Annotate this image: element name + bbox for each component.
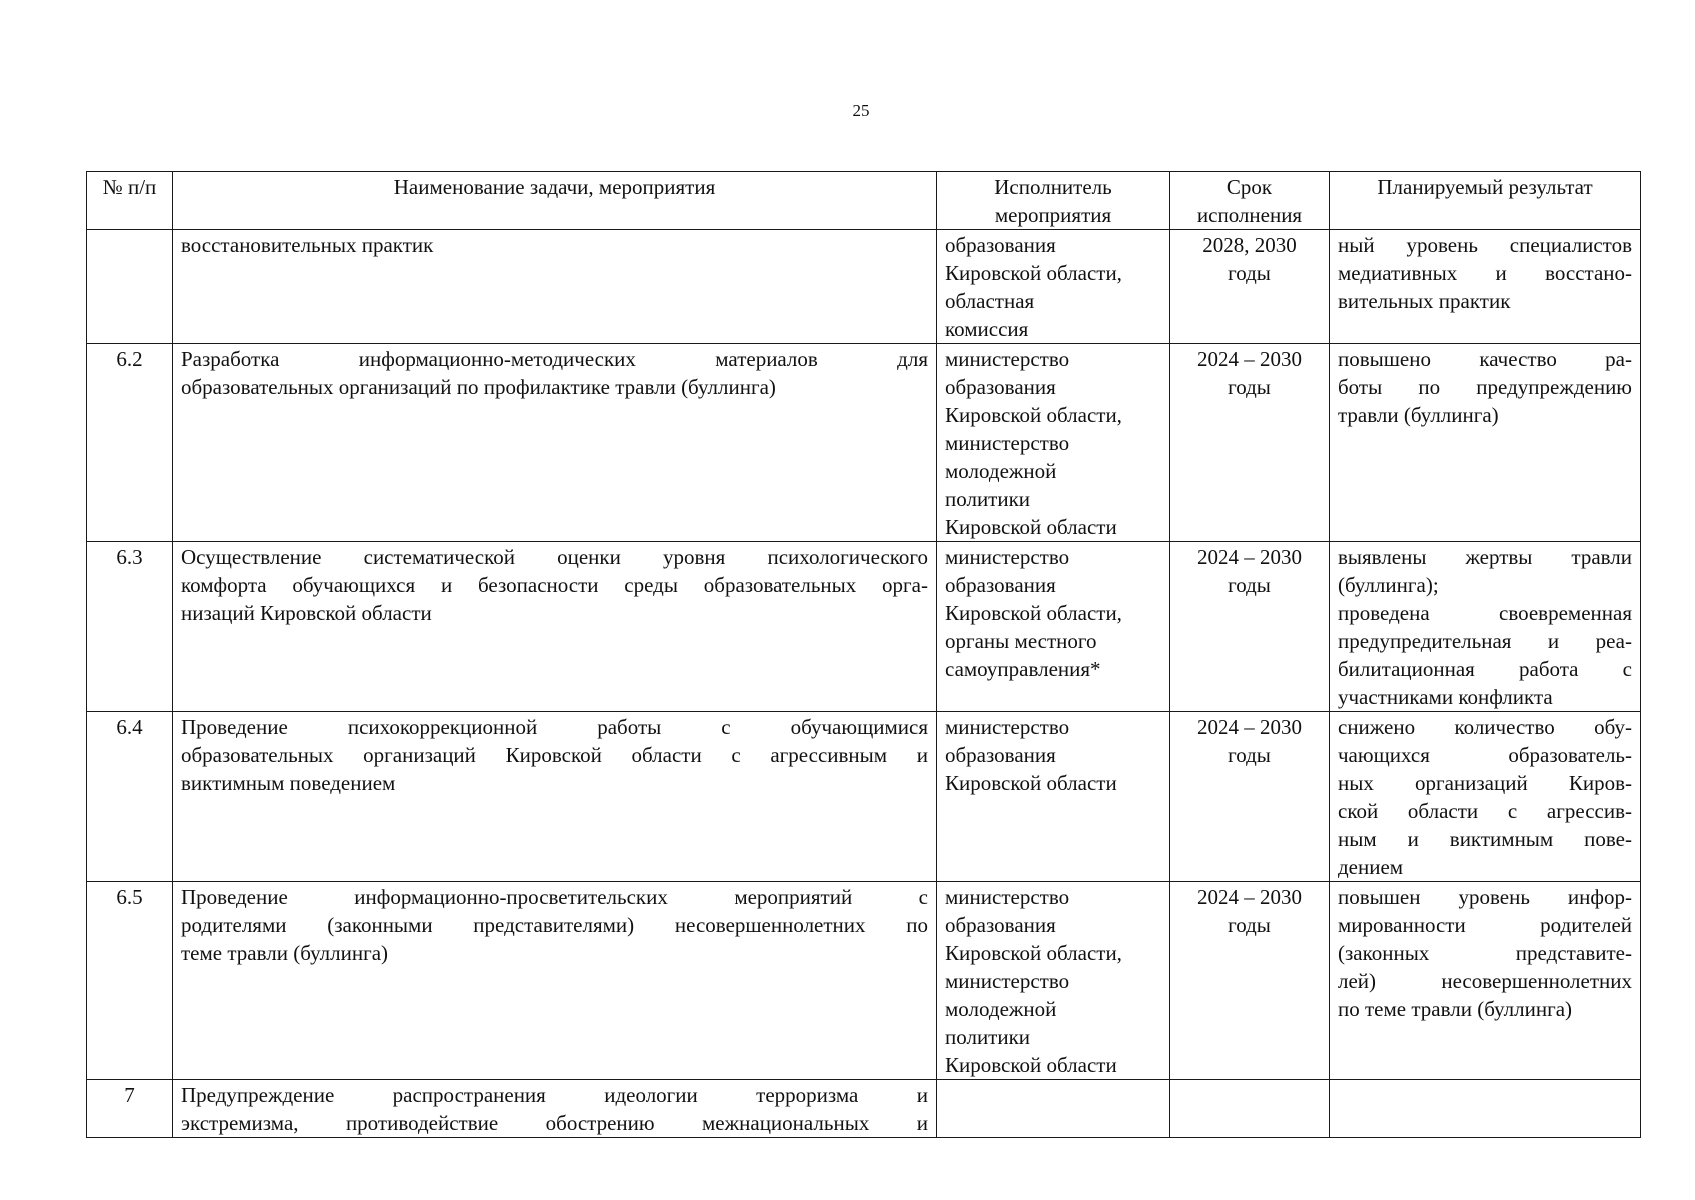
table-header-row: [87, 172, 1641, 230]
header-result: Планируемый результат: [1330, 172, 1641, 230]
executor-line: министерство: [945, 545, 1070, 569]
cell-result: [1330, 882, 1641, 1080]
result-line: повышено качество ра-: [1338, 347, 1632, 371]
term-line: 2024 – 2030: [1197, 347, 1302, 371]
cell-term: [1170, 1080, 1330, 1138]
task-line: восстановительных практик: [181, 233, 434, 257]
cell-term: [1170, 542, 1330, 712]
executor-line: образования: [945, 913, 1056, 937]
executor-line: Кировской области,: [945, 601, 1122, 625]
result-line: вительных практик: [1338, 289, 1511, 313]
task-line: экстремизма, противодействие обострению межнациональных и: [181, 1111, 928, 1135]
executor-line: образования: [945, 573, 1056, 597]
executor-line: образования: [945, 233, 1056, 257]
executor-line: министерство: [945, 885, 1070, 909]
header-num: [87, 172, 173, 230]
cell-executor: [937, 542, 1170, 712]
table-row: [87, 712, 1641, 882]
result-line: повышен уровень инфор-: [1338, 885, 1632, 909]
table-row: [87, 344, 1641, 542]
executor-line: областная: [945, 289, 1035, 313]
term-line: 2024 – 2030: [1197, 545, 1302, 569]
cell-task: [173, 1080, 937, 1138]
cell-task: [173, 882, 937, 1080]
result-line: билитационная работа с: [1338, 657, 1632, 681]
table-body: [87, 230, 1641, 1138]
cell-result: [1330, 230, 1641, 344]
result-line: (законных представите-: [1338, 941, 1632, 965]
task-line: Предупреждение распространения идеологии терроризма и: [181, 1083, 928, 1107]
result-line: чающихся образователь-: [1338, 743, 1632, 767]
task-line: низаций Кировской области: [181, 601, 432, 625]
cell-term: [1170, 230, 1330, 344]
executor-line: политики: [945, 487, 1031, 511]
cell-executor: [937, 712, 1170, 882]
executor-line: молодежной: [945, 997, 1057, 1021]
executor-line: министерство: [945, 431, 1070, 455]
header-task: Наименование задачи, мероприятия: [173, 172, 937, 230]
task-line: Разработка информационно-методических материалов для: [181, 347, 928, 371]
task-line: теме травли (буллинга): [181, 941, 389, 965]
result-line: ный уровень специалистов: [1338, 233, 1632, 257]
executor-line: образования: [945, 743, 1056, 767]
table-row: [87, 230, 1641, 344]
cell-num: 6.2: [87, 344, 173, 542]
result-line: ных организаций Киров-: [1338, 771, 1632, 795]
cell-task: [173, 230, 937, 344]
executor-line: Кировской области: [945, 1053, 1117, 1077]
executor-line: самоуправления*: [945, 657, 1101, 681]
header-num-label: № п/п: [102, 175, 157, 199]
result-line: мированности родителей: [1338, 913, 1632, 937]
executor-line: Кировской области,: [945, 403, 1122, 427]
cell-num: 7: [87, 1080, 173, 1138]
executor-line: Кировской области,: [945, 261, 1122, 285]
executor-line: органы местного: [945, 629, 1097, 653]
result-line: выявлены жертвы травли: [1338, 545, 1632, 569]
table-row: [87, 542, 1641, 712]
executor-line: министерство: [945, 969, 1070, 993]
cell-result: [1330, 542, 1641, 712]
cell-executor: [937, 1080, 1170, 1138]
cell-executor: [937, 344, 1170, 542]
term-line: 2024 – 2030: [1197, 715, 1302, 739]
executor-line: комиссия: [945, 317, 1029, 341]
executor-line: Кировской области,: [945, 941, 1122, 965]
cell-term: [1170, 882, 1330, 1080]
term-line: годы: [1228, 375, 1271, 399]
result-line: травли (буллинга): [1338, 403, 1499, 427]
table-row: [87, 1080, 1641, 1138]
cell-term: [1170, 344, 1330, 542]
cell-num: [87, 230, 173, 344]
executor-line: Кировской области: [945, 515, 1117, 539]
measures-table: [86, 171, 1641, 1138]
header-term: Срок исполнения: [1170, 172, 1330, 230]
cell-task: [173, 712, 937, 882]
task-line: Проведение психокоррекционной работы с обучающимися: [181, 715, 928, 739]
task-line: образовательных организаций по профилактике травли (буллинга): [181, 375, 776, 399]
cell-executor: [937, 230, 1170, 344]
task-line: образовательных организаций Кировской области с агрессивным и: [181, 743, 928, 767]
term-line: годы: [1228, 913, 1271, 937]
header-executor: Исполнитель мероприятия: [937, 172, 1170, 230]
cell-result: [1330, 344, 1641, 542]
cell-executor: [937, 882, 1170, 1080]
result-line: дением: [1338, 855, 1404, 879]
task-line: комфорта обучающихся и безопасности среды образовательных орга-: [181, 573, 928, 597]
term-line: 2028, 2030: [1202, 233, 1297, 257]
result-line: боты по предупреждению: [1338, 375, 1632, 399]
term-line: годы: [1228, 261, 1271, 285]
term-line: 2024 – 2030: [1197, 885, 1302, 909]
task-line: родителями (законными представителями) несовершеннолетних по: [181, 913, 928, 937]
page-number: 25: [852, 101, 870, 120]
executor-line: министерство: [945, 715, 1070, 739]
result-line: проведена своевременная: [1338, 601, 1632, 625]
result-line: (буллинга);: [1338, 573, 1439, 597]
cell-num: 6.4: [87, 712, 173, 882]
executor-line: политики: [945, 1025, 1031, 1049]
executor-line: министерство: [945, 347, 1070, 371]
result-line: снижено количество обу-: [1338, 715, 1632, 739]
task-line: виктимным поведением: [181, 771, 396, 795]
cell-term: [1170, 712, 1330, 882]
cell-task: [173, 542, 937, 712]
task-line: Проведение информационно-просветительских мероприятий с: [181, 885, 928, 909]
result-line: по теме травли (буллинга): [1338, 997, 1573, 1021]
executor-line: Кировской области: [945, 771, 1117, 795]
result-line: ным и виктимным пове-: [1338, 827, 1632, 851]
executor-line: молодежной: [945, 459, 1057, 483]
result-line: участниками конфликта: [1338, 685, 1553, 709]
task-line: Осуществление систематической оценки уровня психологического: [181, 545, 928, 569]
cell-task: [173, 344, 937, 542]
cell-result: [1330, 712, 1641, 882]
result-line: медиативных и восстано-: [1338, 261, 1632, 285]
cell-num: 6.5: [87, 882, 173, 1080]
cell-num: 6.3: [87, 542, 173, 712]
term-line: годы: [1228, 573, 1271, 597]
result-line: предупредительная и реа-: [1338, 629, 1632, 653]
result-line: ской области с агрессив-: [1338, 799, 1632, 823]
term-line: годы: [1228, 743, 1271, 767]
result-line: лей) несовершеннолетних: [1338, 969, 1632, 993]
table-row: [87, 882, 1641, 1080]
cell-result: [1330, 1080, 1641, 1138]
executor-line: образования: [945, 375, 1056, 399]
